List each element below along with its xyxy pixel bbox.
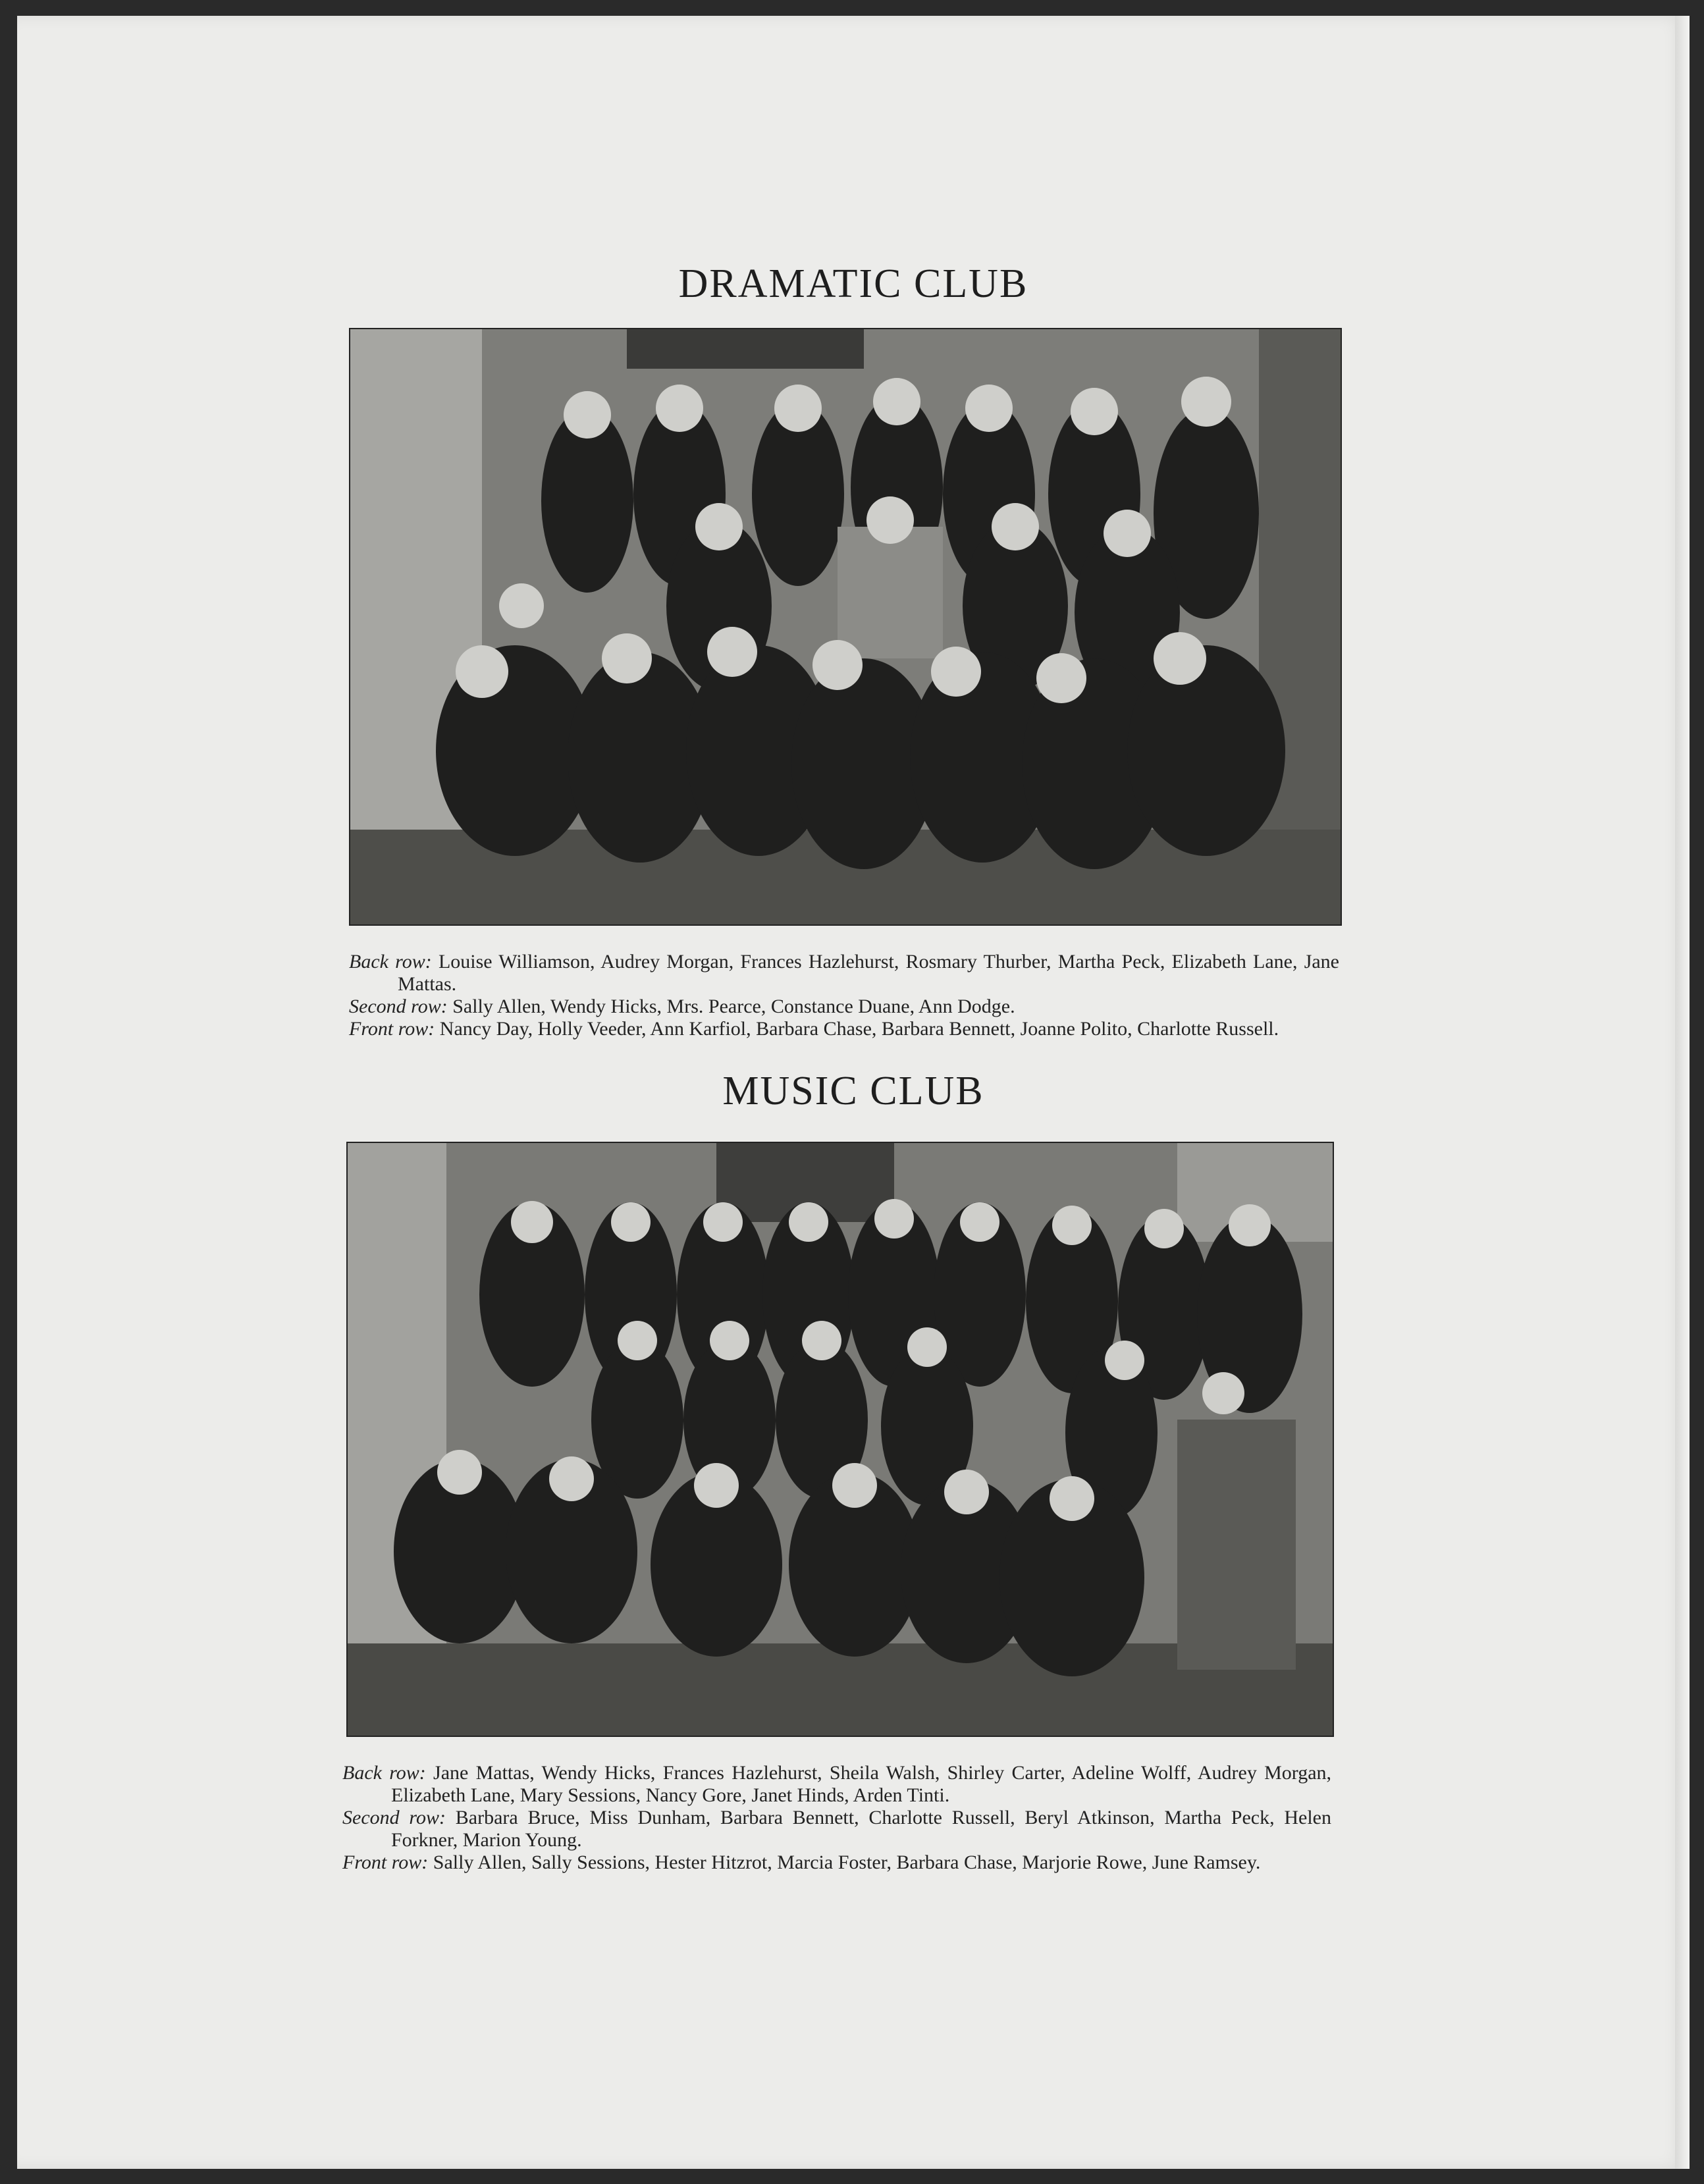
front-row-names: Nancy Day, Holly Veeder, Ann Karfiol, Barbara Chase, Barbara Bennett, Joanne Polito, Charlotte Russell. [439, 1018, 1279, 1040]
music-club-caption [342, 1762, 1331, 1874]
second-row-label: Second row: [342, 1807, 446, 1828]
second-row-names: Sally Allen, Wendy Hicks, Mrs. Pearce, Constance Duane, Ann Dodge. [452, 996, 1015, 1017]
group-photo-icon [350, 329, 1341, 924]
music-second-row [342, 1807, 1331, 1851]
back-row-names: Jane Mattas, Wendy Hicks, Frances Hazlehurst, Sheila Walsh, Shirley Carter, Adeline Wolff, Audrey Morgan, Elizabeth Lane, Mary Sessions, Nancy Gore, Janet Hinds, Arden Tinti. [391, 1762, 1332, 1806]
second-row-names: Barbara Bruce, Miss Dunham, Barbara Bennett, Charlotte Russell, Beryl Atkinson, Martha Peck, Helen Forkner, Marion Young. [391, 1807, 1332, 1851]
music-club-photo [346, 1142, 1334, 1737]
dramatic-back-row [349, 951, 1339, 996]
yearbook-page [17, 16, 1690, 2169]
dramatic-second-row [349, 996, 1339, 1018]
music-back-row [342, 1762, 1331, 1807]
second-row-label: Second row: [349, 996, 448, 1017]
dramatic-club-caption [349, 951, 1339, 1040]
dramatic-club-photo [349, 328, 1342, 926]
dramatic-club-title: DRAMATIC CLUB [678, 261, 1028, 306]
music-club-title: MUSIC CLUB [722, 1069, 984, 1113]
dramatic-front-row [349, 1018, 1339, 1040]
back-row-names: Louise Williamson, Audrey Morgan, Frances Hazlehurst, Rosmary Thurber, Martha Peck, Elizabeth Lane, Jane Mattas. [398, 951, 1340, 995]
back-row-label: Back row: [342, 1762, 426, 1784]
front-row-label: Front row: [342, 1851, 429, 1873]
front-row-label: Front row: [349, 1018, 435, 1040]
back-row-label: Back row: [349, 951, 432, 972]
group-photo-icon [348, 1143, 1333, 1736]
music-front-row [342, 1851, 1331, 1874]
front-row-names: Sally Allen, Sally Sessions, Hester Hitzrot, Marcia Foster, Barbara Chase, Marjorie Rowe, June Ramsey. [433, 1851, 1261, 1873]
